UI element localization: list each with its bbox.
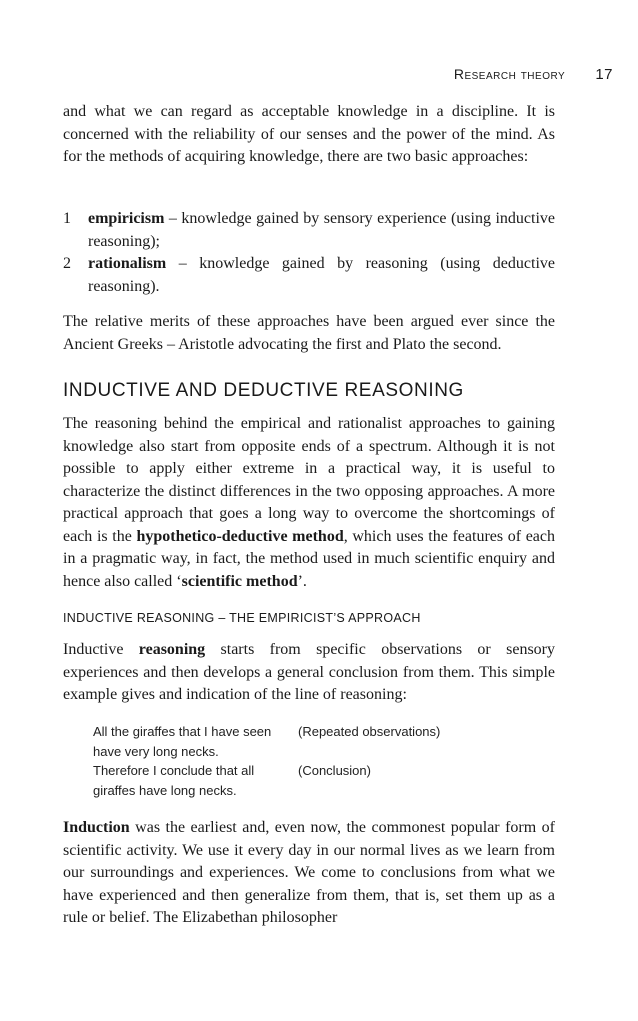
statement-line: Therefore I conclude that all: [93, 763, 255, 778]
list-number: 1: [63, 210, 71, 227]
list-item: [63, 208, 555, 253]
paragraph-text: starts from specific observations or sensory experiences and then develops a general conclusion from them. This simple example gives and indication of the line of reasoning:: [63, 641, 555, 703]
page-number: 17: [595, 66, 613, 83]
section-paragraph: [63, 413, 555, 593]
paragraph-text: The reasoning behind the empirical and rationalist approaches to gaining knowledge also start from opposite ends of a spectrum. Although it is not possible to apply either extreme in a practical way, it is useful to characterize the distinct differences in the two opposing approaches. A more practical approach that goes a long way to overcome the shortcomings of each is the: [63, 415, 555, 545]
paragraph-text: Inductive: [63, 641, 139, 658]
statement-line: giraffes have long necks.: [93, 782, 237, 798]
section-heading: INDUCTIVE AND DEDUCTIVE REASONING: [63, 380, 464, 401]
approaches-list: [63, 208, 555, 298]
example-row: [93, 722, 513, 761]
example-statement: [93, 722, 298, 761]
list-description: – knowledge gained by sensory experience (using inductive reasoning);: [88, 210, 555, 250]
paragraph-text: was the earliest and, even now, the commonest popular form of scientific activity. We use it every day in our normal lives as we learn from our surroundings and experiences. We come to conclusions from what we have experienced and then generalize from them, that is, set them up as a rule or belief. The Elizabethan philosopher: [63, 819, 555, 926]
merits-paragraph: The relative merits of these approaches have been argued ever since the Ancient Greeks – Aristotle advocating the first and Plato the second.: [63, 313, 555, 353]
example-row: [93, 761, 513, 800]
bold-term: hypothetico-deductive method: [136, 527, 344, 545]
statement-line: have very long necks.: [93, 743, 219, 759]
example-block: [93, 722, 513, 800]
list-number: 2: [63, 255, 71, 272]
paragraph-text: , which uses the features of each in a pragmatic way, in fact, the method used in much scientific enquiry and hence also called ‘: [63, 527, 556, 590]
list-description: – knowledge gained by reasoning (using deductive reasoning).: [88, 255, 555, 295]
intro-paragraph: and what we can regard as acceptable knowledge in a discipline. It is concerned with the reliability of our senses and the power of the mind. As for the methods of acquiring knowledge, there are two basic approaches:: [63, 103, 555, 165]
bold-term: scientific method: [181, 572, 298, 590]
list-term: rationalism: [88, 255, 167, 272]
example-label: (Repeated observations): [298, 724, 441, 739]
running-head: [454, 66, 613, 83]
paragraph-text: ’.: [297, 572, 307, 590]
example-label: (Conclusion): [298, 763, 371, 778]
statement-line: All the giraffes that I have seen: [93, 724, 272, 739]
inductive-paragraph: [63, 639, 555, 707]
example-statement: [93, 761, 298, 800]
running-title: Research theory: [453, 66, 566, 82]
list-item: [63, 253, 555, 298]
bold-term: Induction: [63, 819, 130, 836]
bold-term: reasoning: [138, 641, 206, 658]
induction-paragraph: [63, 817, 555, 930]
subheading: INDUCTIVE REASONING – THE EMPIRICIST’S APPROACH: [63, 611, 421, 625]
list-term: empiricism: [88, 210, 165, 227]
